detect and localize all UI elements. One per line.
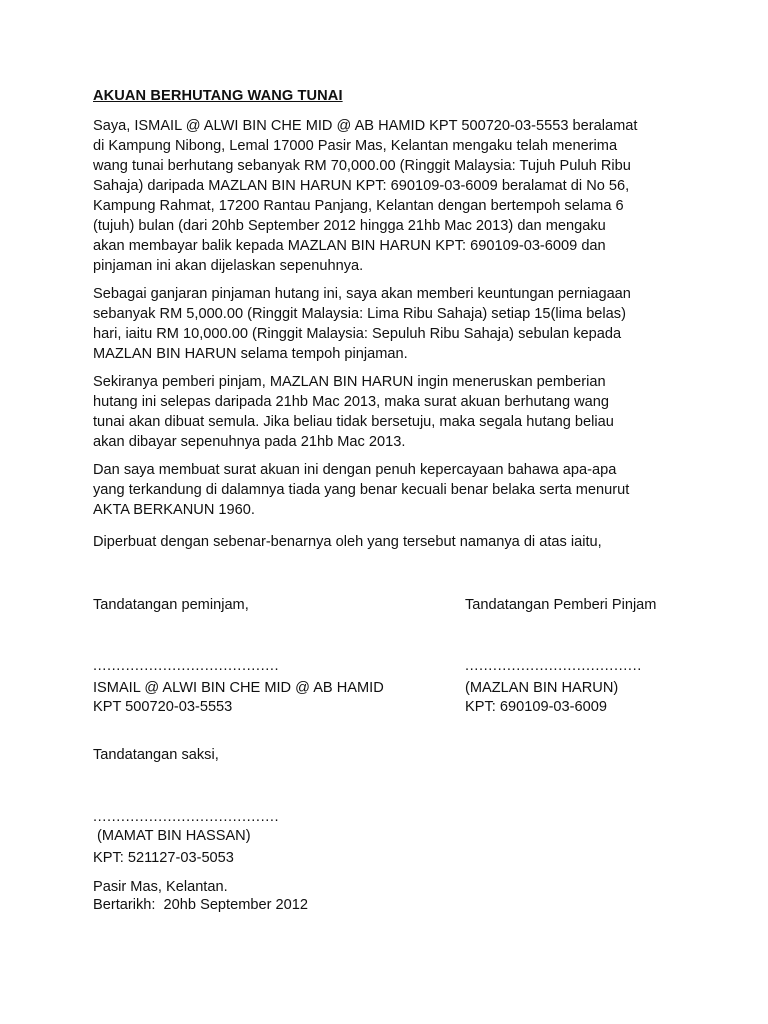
witness-kpt: KPT: 521127-03-5053 — [93, 850, 234, 866]
paragraph-line: akan dibayar sepenuhnya pada 21hb Mac 2013. — [93, 434, 406, 450]
paragraph-line: di Kampung Nibong, Lemal 17000 Pasir Mas, Kelantan mengaku telah menerima — [93, 138, 618, 154]
paragraph-line: wang tunai berhutang sebanyak RM 70,000.00 (Ringgit Malaysia: Tujuh Puluh Ribu — [93, 158, 631, 174]
paragraph-line: Sekiranya pemberi pinjam, MAZLAN BIN HARUN ingin meneruskan pemberian — [93, 374, 606, 390]
place: Pasir Mas, Kelantan. — [93, 879, 228, 895]
borrower-signature-label: Tandatangan peminjam, — [93, 597, 249, 613]
paragraph-continuation — [93, 372, 683, 452]
paragraph-reward — [93, 284, 683, 364]
paragraph-affirmation — [93, 460, 683, 520]
lender-kpt: KPT: 690109-03-6009 — [465, 699, 607, 715]
paragraph-line: Kampung Rahmat, 17200 Rantau Panjang, Kelantan dengan bertempoh selama 6 — [93, 198, 624, 214]
witness-name: (MAMAT BIN HASSAN) — [93, 828, 251, 844]
paragraph-line: Sebagai ganjaran pinjaman hutang ini, saya akan memberi keuntungan perniagaan — [93, 286, 631, 302]
paragraph-line: tunai akan dibuat semula. Jika beliau tidak bersetuju, maka segala hutang beliau — [93, 414, 614, 430]
witness-signature-label: Tandatangan saksi, — [93, 747, 219, 763]
paragraph-line: Diperbuat dengan sebenar-benarnya oleh yang tersebut namanya di atas iaitu, — [93, 534, 602, 550]
paragraph-line: (tujuh) bulan (dari 20hb September 2012 hingga 21hb Mac 2013) dan mengaku — [93, 218, 606, 234]
lender-name: (MAZLAN BIN HARUN) — [465, 680, 619, 696]
witness-signature-line: ........................................ — [93, 809, 280, 825]
paragraph-line: hutang ini selepas daripada 21hb Mac 2013, maka surat akuan berhutang wang — [93, 394, 610, 410]
paragraph-line: AKTA BERKANUN 1960. — [93, 502, 255, 518]
paragraph-line: Sahaja) daripada MAZLAN BIN HARUN KPT: 690109-03-6009 beralamat di No 56, — [93, 178, 630, 194]
lender-signature-label: Tandatangan Pemberi Pinjam — [465, 597, 657, 613]
paragraph-closing — [93, 532, 683, 552]
paragraph-line: Saya, ISMAIL @ ALWI BIN CHE MID @ AB HAMID KPT 500720-03-5553 beralamat — [93, 118, 638, 134]
document-title: AKUAN BERHUTANG WANG TUNAI — [93, 88, 343, 104]
paragraph-line: Dan saya membuat surat akuan ini dengan penuh kepercayaan bahawa apa-apa — [93, 462, 617, 478]
paragraph-line: yang terkandung di dalamnya tiada yang benar kecuali benar belaka serta menurut — [93, 482, 630, 498]
lender-signature-line: ...................................... — [465, 658, 642, 674]
date: Bertarikh: 20hb September 2012 — [93, 897, 308, 913]
paragraph-line: hari, iaitu RM 10,000.00 (Ringgit Malaysia: Sepuluh Ribu Sahaja) sebulan kepada — [93, 326, 622, 342]
borrower-kpt: KPT 500720-03-5553 — [93, 699, 233, 715]
paragraph-declaration — [93, 116, 683, 276]
paragraph-line: sebanyak RM 5,000.00 (Ringgit Malaysia: Lima Ribu Sahaja) setiap 15(lima belas) — [93, 306, 626, 322]
borrower-signature-line: ........................................ — [93, 658, 280, 674]
paragraph-line: akan membayar balik kepada MAZLAN BIN HARUN KPT: 690109-03-6009 dan — [93, 238, 606, 254]
paragraph-line: pinjaman ini akan dijelaskan sepenuhnya. — [93, 258, 364, 274]
borrower-name: ISMAIL @ ALWI BIN CHE MID @ AB HAMID — [93, 680, 384, 696]
paragraph-line: MAZLAN BIN HARUN selama tempoh pinjaman. — [93, 346, 408, 362]
